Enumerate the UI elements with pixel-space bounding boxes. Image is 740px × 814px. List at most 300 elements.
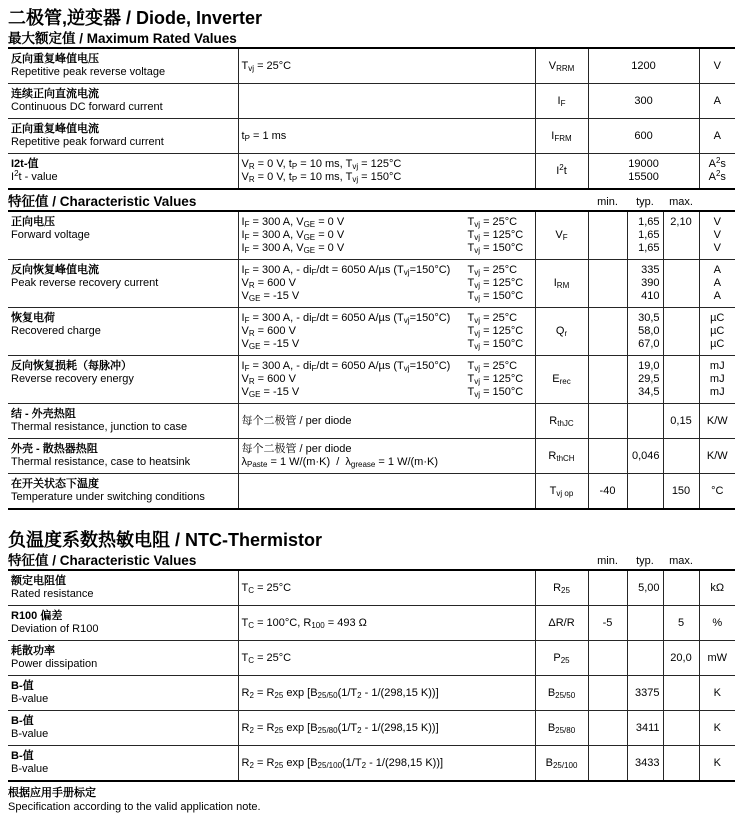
conditions-left	[242, 216, 468, 255]
parameter-name-en: Deviation of R100	[11, 623, 99, 635]
parameter-cell	[8, 641, 238, 676]
parameter-cell	[8, 606, 238, 641]
unit-line: K	[713, 721, 721, 734]
value-line: 1200	[631, 59, 656, 72]
symbol-cell: $R_{25}$	[535, 570, 588, 606]
condition-temp-line: $T_{vj} = 150^\circ C$	[467, 338, 524, 351]
condition-line: $R_2 = R_{25}$ $\exp [B_{25/100}(1/T_2 - 1/(298,15$ K))]	[241, 756, 444, 770]
unit-line: K/W	[706, 414, 728, 427]
symbol-cell: $R_{thJC}$	[535, 404, 588, 439]
condition-line: $V_R = 0$ V, $t_P = 10$ ms, $T_{vj} = 150^\circ C$	[241, 171, 402, 184]
condition-temp-line: $T_{vj} = 150^\circ C$	[467, 386, 524, 399]
col-header-min: min.	[597, 196, 618, 208]
condition-line: $I_F = 300$ A, $V_{GE} = 0$ V	[241, 242, 345, 255]
unit-line: V	[713, 216, 721, 228]
unit-cell	[699, 356, 735, 404]
unit-cell	[699, 154, 735, 190]
parameter-cell	[8, 119, 238, 154]
typ-value-line: 29,5	[638, 373, 660, 385]
table-row	[8, 356, 735, 404]
typ-value-line: 0,046	[631, 449, 660, 462]
conditions-left	[242, 443, 532, 469]
unit-line: µC	[710, 325, 725, 337]
conditions-wrap	[242, 582, 532, 595]
max-rated-values-title: 最大额定值 / Maximum Rated Values	[8, 31, 237, 46]
parameter-cell	[8, 439, 238, 474]
footnote-en: Specification according to the valid application note.	[8, 801, 261, 813]
parameter-name-zh: 反向重复峰值电压	[11, 53, 99, 65]
parameter-name-zh: B-值	[11, 715, 34, 727]
condition-line: $R_2 = R_{25}$ $\exp [B_{25/80}(1/T_2 - 1/(298,15$ K))]	[241, 721, 439, 735]
condition-line: $T_C = 25^\circ C$	[241, 581, 292, 595]
typ-value-line: 1,65	[638, 229, 660, 241]
condition-line: $I_F = 300$ A, $V_{GE} = 0$ V	[241, 216, 345, 229]
typ-value-cell	[627, 439, 663, 474]
symbol-cell: $I^2t$	[535, 154, 588, 190]
conditions-left	[242, 312, 468, 351]
condition-line: $I_F = 300$ A, - $di_F/dt = 6050$ A/µs $(T_{vj}=150^\circ C)$	[241, 312, 451, 325]
condition-line: $I_F = 300$ A, - $di_F/dt = 6050$ A/µs $(T_{vj}=150^\circ C)$	[241, 360, 451, 373]
symbol-cell: $Q_r$	[535, 308, 588, 356]
diode-char-values-table	[8, 210, 735, 510]
conditions-left	[242, 757, 532, 770]
unit-line: $A^2s$	[708, 169, 726, 183]
footnote	[8, 786, 735, 814]
conditions-cell	[238, 606, 535, 641]
unit-cell	[699, 474, 735, 510]
typ-value-line: 5,00	[638, 581, 660, 594]
min-value-cell	[588, 474, 627, 510]
max-value-line: 5	[677, 616, 685, 629]
parameter-name-zh: 恢复电荷	[11, 312, 55, 324]
symbol-cell: $B_{25/50}$	[535, 676, 588, 711]
symbol-cell: $T_{vj op}$	[535, 474, 588, 510]
parameter-name-en: B-value	[11, 728, 49, 740]
typ-value-cell	[627, 641, 663, 676]
min-value-cell	[588, 356, 627, 404]
min-value-cell	[588, 711, 627, 746]
parameter-name-en: Peak reverse recovery current	[11, 277, 159, 289]
unit-line: µC	[710, 338, 725, 350]
min-value-line: -40	[599, 484, 616, 497]
unit-line: kΩ	[710, 581, 725, 594]
conditions-cell	[238, 474, 535, 510]
min-value-cell	[588, 676, 627, 711]
condition-line: $V_R = 0$ V, $t_P = 10$ ms, $T_{vj} = 125^\circ C$	[241, 158, 402, 171]
conditions-temperature	[468, 312, 532, 351]
max-value-cell	[663, 606, 699, 641]
parameter-cell	[8, 84, 238, 119]
max-value-line: 2,10	[670, 216, 692, 228]
max-value-cell	[663, 439, 699, 474]
max-value-cell	[663, 746, 699, 782]
condition-line: $V_{GE} = -15$ V	[241, 290, 300, 303]
conditions-left	[242, 360, 468, 399]
ntc-char-values-table	[8, 569, 735, 782]
value-cell	[588, 48, 699, 84]
min-value-cell	[588, 641, 627, 676]
table-row	[8, 570, 735, 606]
conditions-cell	[238, 570, 535, 606]
condition-temp-line: $T_{vj} = 25^\circ C$	[467, 216, 518, 229]
conditions-cell	[238, 356, 535, 404]
parameter-cell	[8, 260, 238, 308]
parameter-cell	[8, 356, 238, 404]
condition-line: $T_C = 25^\circ C$	[241, 651, 292, 665]
unit-cell	[699, 260, 735, 308]
parameter-name-zh: 外壳 - 散热器热阻	[11, 443, 98, 455]
parameter-cell	[8, 676, 238, 711]
unit-line: A	[713, 277, 721, 289]
min-value-cell	[588, 211, 627, 260]
unit-line: mW	[707, 651, 728, 664]
conditions-wrap	[242, 60, 532, 73]
col-header-typ: typ.	[636, 196, 654, 208]
table-row	[8, 746, 735, 782]
typ-value-line: 3433	[635, 756, 660, 769]
conditions-temperature	[468, 216, 532, 255]
unit-line: V	[713, 229, 721, 241]
diode-char-values-header	[8, 194, 735, 210]
conditions-temperature	[468, 264, 532, 303]
value-cell	[588, 84, 699, 119]
parameter-name-zh: 额定电阻值	[11, 575, 66, 587]
unit-cell	[699, 439, 735, 474]
symbol-cell: $P_{25}$	[535, 641, 588, 676]
table-row	[8, 711, 735, 746]
parameter-name-en: B-value	[11, 693, 49, 705]
parameter-name-en: Rated resistance	[11, 588, 94, 600]
conditions-wrap	[242, 158, 532, 184]
unit-line: V	[713, 59, 721, 72]
max-rated-values-header	[8, 31, 735, 47]
symbol-cell: $B_{25/100}$	[535, 746, 588, 782]
condition-temp-line: $T_{vj} = 125^\circ C$	[467, 229, 524, 242]
condition-temp-line: $T_{vj} = 25^\circ C$	[467, 360, 518, 373]
typ-value-line: 3375	[635, 686, 660, 699]
table-row	[8, 641, 735, 676]
typ-value-line: 1,65	[638, 216, 660, 228]
conditions-left	[242, 617, 532, 630]
unit-cell	[699, 711, 735, 746]
typ-value-line: 3411	[635, 721, 660, 734]
unit-cell	[699, 211, 735, 260]
min-value-cell	[588, 260, 627, 308]
typ-value-line: 335	[641, 264, 660, 276]
unit-line: °C	[711, 484, 724, 497]
typ-value-line: 58,0	[638, 325, 660, 337]
condition-line: $V_R = 600$ V	[241, 373, 296, 386]
condition-temp-line: $T_{vj} = 125^\circ C$	[467, 373, 524, 386]
conditions-wrap	[242, 360, 532, 399]
condition-temp-line: $T_{vj} = 25^\circ C$	[467, 264, 518, 277]
conditions-left	[242, 582, 532, 595]
typ-value-line: 30,5	[638, 312, 660, 324]
max-value-cell	[663, 404, 699, 439]
diode-section-title: 二极管,逆变器 / Diode, Inverter	[8, 8, 263, 28]
typ-value-cell	[627, 260, 663, 308]
typ-value-cell	[627, 308, 663, 356]
conditions-wrap	[242, 652, 532, 665]
symbol-cell: ΔR/R	[535, 606, 588, 641]
max-value-cell	[663, 356, 699, 404]
table-row	[8, 84, 735, 119]
table-row	[8, 308, 735, 356]
unit-cell	[699, 308, 735, 356]
conditions-left	[242, 415, 532, 428]
unit-cell	[699, 84, 735, 119]
condition-line: $V_R = 600$ V	[241, 325, 296, 338]
max-value-line: 20,0	[670, 651, 692, 664]
parameter-name-zh: R100 偏差	[11, 610, 63, 622]
conditions-wrap	[242, 722, 532, 735]
unit-line: K	[713, 686, 721, 699]
footnote-zh: 根据应用手册标定	[8, 787, 96, 799]
typ-value-line: 1,65	[638, 242, 660, 254]
parameter-name-zh: B-值	[11, 750, 34, 762]
conditions-wrap	[242, 687, 532, 700]
min-value-cell	[588, 308, 627, 356]
typ-value-line: 67,0	[638, 338, 660, 350]
unit-line: A	[713, 94, 721, 107]
parameter-name-en: Recovered charge	[11, 325, 101, 337]
parameter-name-zh: B-值	[11, 680, 34, 692]
parameter-name-en: Forward voltage	[11, 229, 90, 241]
conditions-left	[242, 264, 468, 303]
typ-value-cell	[627, 711, 663, 746]
symbol-cell: $E_{rec}$	[535, 356, 588, 404]
col-header-max: max.	[669, 196, 693, 208]
unit-line: mJ	[709, 386, 725, 398]
parameter-cell	[8, 746, 238, 782]
unit-line: K	[713, 756, 721, 769]
unit-line: K/W	[706, 449, 728, 462]
parameter-cell	[8, 308, 238, 356]
condition-temp-line: $T_{vj} = 125^\circ C$	[467, 277, 524, 290]
parameter-name-zh: 结 - 外壳热阻	[11, 408, 76, 420]
min-value-line: -5	[602, 616, 613, 629]
conditions-left	[242, 130, 532, 143]
parameter-name-zh: 反向恢复峰值电流	[11, 264, 99, 276]
max-value-cell	[663, 474, 699, 510]
unit-cell	[699, 119, 735, 154]
ntc-section-title: 负温度系数热敏电阻 / NTC-Thermistor	[8, 530, 323, 550]
table-row	[8, 606, 735, 641]
min-value-cell	[588, 439, 627, 474]
table-row	[8, 676, 735, 711]
conditions-temperature	[468, 360, 532, 399]
table-row	[8, 48, 735, 84]
conditions-wrap	[242, 130, 532, 143]
parameter-cell	[8, 711, 238, 746]
symbol-cell: $I_{FRM}$	[535, 119, 588, 154]
value-line: 19000	[628, 158, 659, 170]
min-value-cell	[588, 570, 627, 606]
max-value-cell	[663, 641, 699, 676]
symbol-cell: $V_{RRM}$	[535, 48, 588, 84]
min-value-cell	[588, 606, 627, 641]
typ-value-cell	[627, 676, 663, 711]
ntc-char-values-header	[8, 553, 735, 569]
col-header-typ: typ.	[636, 555, 654, 567]
conditions-cell	[238, 211, 535, 260]
typ-value-cell	[627, 356, 663, 404]
min-value-cell	[588, 404, 627, 439]
conditions-cell	[238, 260, 535, 308]
unit-line: µC	[710, 312, 725, 324]
condition-line: 每个二极管 / per diode	[241, 443, 352, 455]
table-row	[8, 211, 735, 260]
value-cell	[588, 154, 699, 190]
parameter-name-zh: 正向电压	[11, 216, 55, 228]
conditions-wrap	[242, 757, 532, 770]
symbol-cell: $I_F$	[535, 84, 588, 119]
conditions-cell	[238, 641, 535, 676]
conditions-cell	[238, 404, 535, 439]
symbol-cell: $I_{RM}$	[535, 260, 588, 308]
parameter-name-en: Reverse recovery energy	[11, 373, 134, 385]
col-header-max: max.	[669, 555, 693, 567]
conditions-cell	[238, 119, 535, 154]
unit-line: A	[713, 129, 721, 142]
max-value-cell	[663, 676, 699, 711]
parameter-cell	[8, 48, 238, 84]
max-value-line: 0,15	[670, 414, 692, 427]
condition-line: $V_R = 600$ V	[241, 277, 296, 290]
table-row	[8, 474, 735, 510]
condition-line: 每个二极管 / per diode	[241, 414, 352, 427]
typ-value-line: 410	[641, 290, 660, 302]
value-line: 600	[634, 129, 653, 142]
conditions-cell	[238, 84, 535, 119]
max-value-cell	[663, 260, 699, 308]
table-row	[8, 119, 735, 154]
max-value-cell	[663, 570, 699, 606]
unit-cell	[699, 746, 735, 782]
parameter-name-en: Continuous DC forward current	[11, 101, 163, 113]
condition-line: $T_C = 100^\circ C$, $R_{100} = 493$ Ω	[241, 616, 367, 630]
condition-temp-line: $T_{vj} = 150^\circ C$	[467, 242, 524, 255]
conditions-cell	[238, 711, 535, 746]
unit-line: V	[713, 242, 721, 254]
conditions-left	[242, 60, 532, 73]
parameter-name-en: Repetitive peak reverse voltage	[11, 66, 166, 78]
parameter-name-en: Power dissipation	[11, 658, 98, 670]
max-value-cell	[663, 211, 699, 260]
typ-value-cell	[627, 474, 663, 510]
parameter-cell	[8, 570, 238, 606]
unit-cell	[699, 606, 735, 641]
parameter-name-zh: 反向恢复损耗（每脉冲）	[11, 360, 132, 372]
condition-temp-line: $T_{vj} = 150^\circ C$	[467, 290, 524, 303]
conditions-wrap	[242, 617, 532, 630]
table-row	[8, 260, 735, 308]
table-row	[8, 404, 735, 439]
unit-line: mJ	[709, 360, 725, 372]
value-line: 300	[634, 94, 653, 107]
unit-cell	[699, 676, 735, 711]
condition-line: $V_{GE} = -15$ V	[241, 386, 300, 399]
condition-temp-line: $T_{vj} = 25^\circ C$	[467, 312, 518, 325]
unit-line: A	[713, 290, 721, 302]
parameter-name-en: Temperature under switching conditions	[11, 491, 205, 503]
conditions-wrap	[242, 216, 532, 255]
condition-line: $I_F = 300$ A, - $di_F/dt = 6050$ A/µs $(T_{vj}=150^\circ C)$	[241, 264, 451, 277]
col-header-min: min.	[597, 555, 618, 567]
parameter-name-zh: I2t-值	[11, 158, 39, 170]
conditions-left	[242, 652, 532, 665]
condition-line: $I_F = 300$ A, $V_{GE} = 0$ V	[241, 229, 345, 242]
parameter-name-zh: 连续正向直流电流	[11, 88, 99, 100]
parameter-name-zh: 耗散功率	[11, 645, 55, 657]
condition-temp-line: $T_{vj} = 125^\circ C$	[467, 325, 524, 338]
typ-value-line: 34,5	[638, 386, 660, 398]
max-value-cell	[663, 308, 699, 356]
value-line: 15500	[628, 171, 659, 183]
conditions-wrap	[242, 312, 532, 351]
parameter-name-zh: 正向重复峰值电流	[11, 123, 99, 135]
parameter-name-zh: 在开关状态下温度	[11, 478, 99, 490]
unit-line: mJ	[709, 373, 725, 385]
parameter-name-en: Repetitive peak forward current	[11, 136, 164, 148]
unit-line: $A^2s$	[708, 156, 726, 170]
parameter-name-en: Thermal resistance, case to heatsink	[11, 456, 191, 468]
parameter-name-en: B-value	[11, 763, 49, 775]
symbol-cell: $R_{thCH}$	[535, 439, 588, 474]
conditions-wrap	[242, 443, 532, 469]
value-cell	[588, 119, 699, 154]
parameter-name-en: Thermal resistance, junction to case	[11, 421, 188, 433]
conditions-wrap	[242, 415, 532, 428]
unit-line: A	[713, 264, 721, 276]
condition-line: $T_{vj} = 25^\circ C$	[241, 59, 292, 73]
max-rated-values-table	[8, 47, 735, 190]
unit-cell	[699, 570, 735, 606]
conditions-cell	[238, 308, 535, 356]
conditions-cell	[238, 746, 535, 782]
symbol-cell: $B_{25/80}$	[535, 711, 588, 746]
condition-line: $R_2 = R_{25}$ $\exp [B_{25/50}(1/T_2 - 1/(298,15$ K))]	[241, 686, 439, 700]
table-row	[8, 439, 735, 474]
conditions-cell	[238, 676, 535, 711]
conditions-left	[242, 158, 532, 184]
parameter-cell	[8, 474, 238, 510]
parameter-cell	[8, 404, 238, 439]
typ-value-cell	[627, 606, 663, 641]
parameter-cell	[8, 211, 238, 260]
typ-value-cell	[627, 404, 663, 439]
symbol-cell: $V_F$	[535, 211, 588, 260]
parameter-cell	[8, 154, 238, 190]
min-value-cell	[588, 746, 627, 782]
table-row	[8, 154, 735, 190]
ntc-char-values-title: 特征值 / Characteristic Values	[8, 553, 197, 568]
typ-value-line: 390	[641, 277, 660, 289]
unit-cell	[699, 641, 735, 676]
typ-value-line: 19,0	[638, 360, 660, 372]
conditions-cell	[238, 154, 535, 190]
conditions-left	[242, 722, 532, 735]
max-value-cell	[663, 711, 699, 746]
unit-cell	[699, 48, 735, 84]
diode-char-values-title: 特征值 / Characteristic Values	[8, 194, 197, 209]
unit-line: %	[712, 616, 723, 629]
condition-line: $t_P = 1$ ms	[241, 129, 287, 143]
typ-value-cell	[627, 570, 663, 606]
condition-line: $V_{GE} = -15$ V	[241, 338, 300, 351]
conditions-left	[242, 687, 532, 700]
typ-value-cell	[627, 211, 663, 260]
